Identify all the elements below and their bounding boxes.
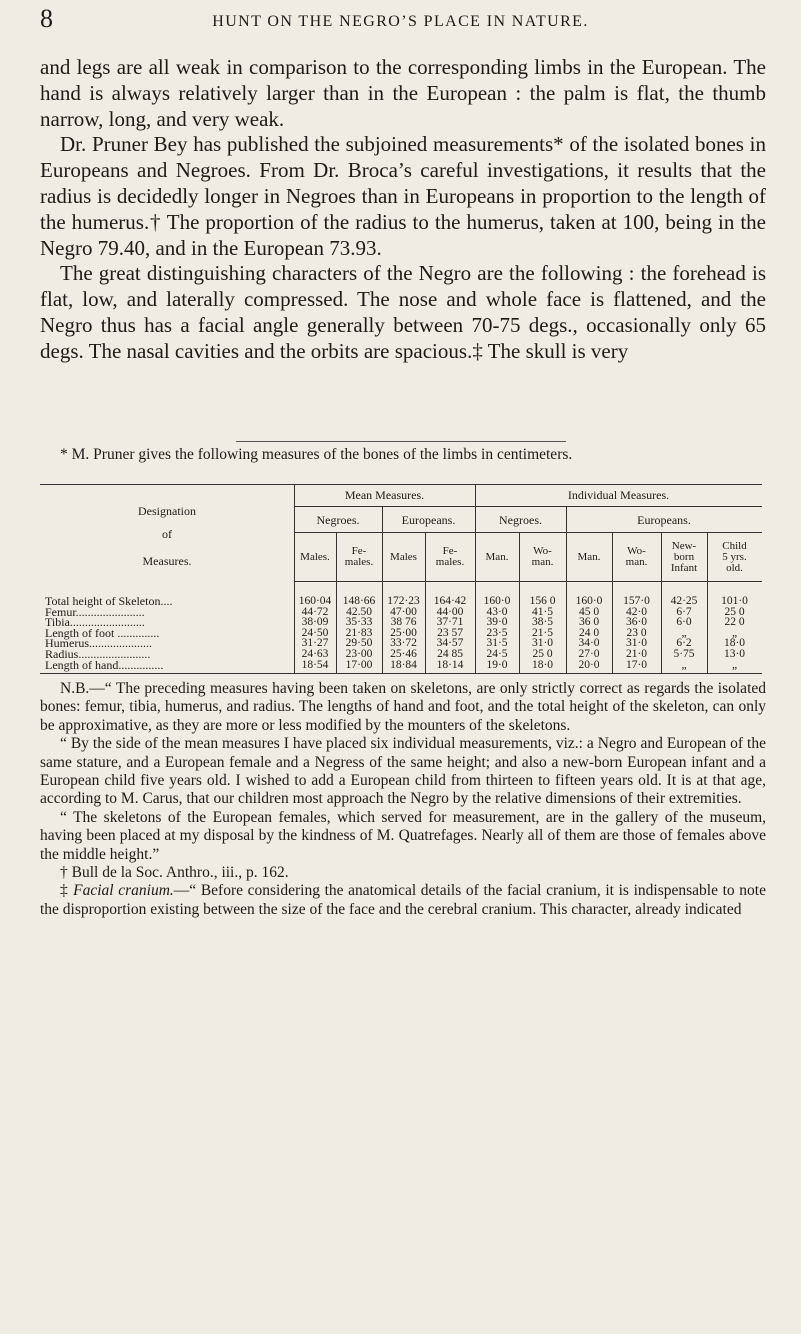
table-cell: 156 0 bbox=[529, 595, 556, 607]
table-cell: 27·0 bbox=[578, 647, 600, 660]
table-cell: 38·5 bbox=[531, 616, 554, 629]
measurements-table bbox=[40, 484, 762, 674]
table-cell: 31·27 bbox=[301, 637, 329, 650]
row-label: Humerus..................... bbox=[45, 636, 152, 651]
table-cell: 17·00 bbox=[345, 658, 373, 671]
table-cell: 5·75 bbox=[673, 647, 695, 660]
subheader-0: Males. bbox=[300, 550, 330, 563]
table-cell: 20·0 bbox=[578, 658, 600, 671]
table-cell: 31·0 bbox=[625, 637, 648, 650]
page-header bbox=[0, 4, 801, 44]
table-cell: 29·50 bbox=[345, 637, 373, 650]
table-column-4 bbox=[475, 596, 519, 670]
table-cell: 42·25 bbox=[670, 595, 698, 607]
table-cell: 6·7 bbox=[676, 605, 692, 618]
table-cell: 44·00 bbox=[436, 605, 464, 618]
table-cell: 35·33 bbox=[345, 616, 373, 629]
table-cell: 25 0 bbox=[532, 647, 553, 660]
row-label: Femur....................... bbox=[45, 604, 145, 619]
footnote-star: * M. Pruner gives the following measures of the bones of the limbs in centimeters. bbox=[60, 446, 573, 463]
table-cell: 31·5 bbox=[486, 637, 508, 650]
table-cell: 157·0 bbox=[623, 595, 650, 607]
table-cell: 36 0 bbox=[578, 616, 600, 629]
row-labels bbox=[45, 596, 172, 670]
footnote-nb: N.B.—“ The preceding measures having been taken on skeletons, are only strictly correct as regards the isolated bones: femur, tibia, humerus, and radius. The lengths of hand and foot, and the total height of the skeleton, can only be approximative, as they are more or less modified by the mounters of the skeletons. “ By the side of the mean measures I have placed six individual measurements, viz.: a Negro and European of the same stature, and a European female and a Negress of the same height; and also a new-born European infant and a European child five years old. I wished to add a European child from thirteen to fifteen years old. It is at that age, according to M. Carus, that our children most approach the Negro by the relative dimensions of their extremities. “ The skeletons of the European females, which served for measurement, are in the gallery of the museum, having been placed at my disposal by the kindness of M. Quatrefages. Nearly all of them are those of females above the middle height.” † Bull de la Soc. Anthro., iii., p. 162. ‡ Facial cranium.—“ Before considering the anatomical details of the facial cranium, it is indispensable to note the disproportion existing between the size of the face and the cerebral cranium. This character, already indicated bbox=[40, 680, 766, 918]
table-cell: 13·0 bbox=[723, 647, 746, 660]
table-cell: 6·0 bbox=[676, 616, 692, 629]
table-cell: 31·0 bbox=[531, 637, 554, 650]
table-cell: 164·42 bbox=[433, 595, 467, 607]
table-cell: 24·50 bbox=[301, 626, 329, 639]
table-cell: 24 85 bbox=[437, 647, 463, 660]
table-cell: 21·83 bbox=[345, 626, 373, 639]
row-label: Length of foot .............. bbox=[45, 625, 160, 640]
table-cell: 41·5 bbox=[531, 605, 554, 618]
table-cell: 17·0 bbox=[625, 658, 648, 671]
table-cell: 24·5 bbox=[486, 647, 508, 660]
table-cell: 44·72 bbox=[301, 605, 329, 618]
table-cell: 36·0 bbox=[625, 616, 648, 629]
page-number: 8 bbox=[40, 4, 53, 33]
table-cell: 18·54 bbox=[301, 658, 329, 671]
table-column-6 bbox=[566, 596, 612, 670]
paragraph-3: The great distinguishing characters of the Negro are the following : the forehead is flat, low, and laterally compressed. The nose and whole face is flattened, and the Negro thus has a facial angle generally between 70-75 degs., occasionally only 65 degs. The nasal cavities and the orbits are spacious.‡ The skull is very bbox=[40, 261, 766, 363]
negroes-mean-header: Negroes. bbox=[316, 513, 360, 527]
table-cell: „ bbox=[731, 626, 738, 639]
table-divider bbox=[294, 532, 762, 533]
designation-header-1: Designation bbox=[138, 504, 196, 518]
designation-header-2: of bbox=[162, 527, 172, 541]
table-cell: 45 0 bbox=[578, 605, 600, 618]
table-cell: 18·0 bbox=[531, 658, 554, 671]
table-cell: 23 57 bbox=[437, 626, 463, 639]
designation-header-3: Measures. bbox=[142, 554, 192, 568]
table-cell: 6·2 bbox=[676, 637, 692, 650]
table-column-0 bbox=[294, 596, 336, 670]
table-rule-top bbox=[40, 484, 762, 485]
table-cell: „ bbox=[681, 658, 687, 671]
table-cell: 25 0 bbox=[724, 605, 745, 618]
table-column-3 bbox=[425, 596, 475, 670]
table-column-5 bbox=[519, 596, 566, 670]
table-column-8 bbox=[661, 596, 707, 670]
footnote-rule bbox=[236, 441, 566, 442]
europeans-individual-header: Europeans. bbox=[637, 513, 691, 527]
table-cell: 42.50 bbox=[346, 605, 372, 618]
table-cell: 43·0 bbox=[486, 605, 508, 618]
negroes-individual-header: Negroes. bbox=[499, 513, 542, 527]
table-cell: 39·0 bbox=[486, 616, 508, 629]
table-cell: 19·0 bbox=[486, 658, 508, 671]
table-column-1 bbox=[336, 596, 382, 670]
subheader-4: Man. bbox=[485, 550, 509, 563]
table-cell: „ bbox=[731, 658, 738, 671]
table-cell: 101·0 bbox=[721, 595, 748, 607]
table-rule-bottom bbox=[40, 673, 762, 674]
row-label: Total height of Skeleton.... bbox=[45, 594, 173, 608]
table-cell: 34·57 bbox=[436, 637, 464, 650]
table-cell: 24·63 bbox=[301, 647, 329, 660]
table-cell: 47·00 bbox=[390, 605, 417, 618]
table-cell: 38 76 bbox=[390, 616, 417, 629]
table-cell: 18·84 bbox=[390, 658, 417, 671]
table-cell: 160·0 bbox=[575, 595, 603, 607]
table-column-7 bbox=[612, 596, 661, 670]
row-label: Radius........................ bbox=[45, 646, 151, 661]
paragraph-2: Dr. Pruner Bey has published the subjoined measurements* of the isolated bones in Europeans and Negroes. From Dr. Broca’s careful investigations, it results that the radius is decidedly longer in Negroes than in Europeans in proportion to the length of the humerus.† The proportion of the radius to the humerus, taken at 100, being in the Negro 79.40, and in the European 73.93. bbox=[40, 132, 766, 260]
table-cell: 38·09 bbox=[301, 616, 329, 629]
table-cell: 34·0 bbox=[578, 637, 600, 650]
individual-measures-header: Individual Measures. bbox=[567, 488, 670, 502]
row-label: Length of hand............... bbox=[45, 657, 164, 672]
subheader-6: Man. bbox=[577, 550, 601, 563]
table-divider bbox=[294, 506, 762, 507]
subheader-1: Fe- males. bbox=[344, 545, 374, 568]
table-cell: „ bbox=[681, 626, 687, 639]
subheader-3: Fe- males. bbox=[435, 545, 465, 568]
table-cell: 23 0 bbox=[626, 626, 647, 639]
table-cell: 42·0 bbox=[625, 605, 648, 618]
mean-measures-header: Mean Measures. bbox=[344, 488, 425, 502]
table-cell: 22 0 bbox=[724, 616, 745, 629]
main-text bbox=[40, 55, 766, 365]
paragraph-1: and legs are all weak in comparison to the corresponding limbs in the European. The hand is always relatively larger than in the European : the palm is flat, the thumb narrow, long, and very weak. bbox=[40, 55, 766, 131]
subheader-2: Males bbox=[390, 550, 417, 563]
subheader-5: Wo- man. bbox=[531, 545, 554, 568]
subheader-8: New- born Infant bbox=[670, 539, 698, 574]
table-cell: 18·0 bbox=[723, 637, 746, 650]
table-cell: 33·72 bbox=[390, 637, 417, 650]
table-cell: 160·0 bbox=[483, 595, 511, 607]
table-cell: 18·14 bbox=[436, 658, 464, 671]
europeans-mean-header: Europeans. bbox=[401, 513, 456, 527]
table-cell: 148·66 bbox=[342, 595, 376, 607]
running-title: HUNT ON THE NEGRO’S PLACE IN NATURE. bbox=[212, 13, 589, 30]
table-cell: 25·46 bbox=[390, 647, 417, 660]
table-cell: 23·00 bbox=[345, 647, 373, 660]
table-cell: 37·71 bbox=[436, 616, 464, 629]
table-cell: 23·5 bbox=[486, 626, 508, 639]
subheader-7: Wo- man. bbox=[625, 545, 648, 568]
table-column-9 bbox=[707, 596, 762, 670]
table-cell: 21·5 bbox=[531, 626, 554, 639]
table-cell: 172·23 bbox=[387, 595, 420, 607]
table-cell: 160·04 bbox=[298, 595, 332, 607]
row-label: Tibia......................... bbox=[45, 615, 145, 630]
table-cell: 25·00 bbox=[390, 626, 417, 639]
table-cell: 21·0 bbox=[625, 647, 648, 660]
table-divider bbox=[294, 581, 762, 582]
subheader-9: Child 5 yrs. old. bbox=[722, 539, 747, 574]
table-column-2 bbox=[382, 596, 425, 670]
table-cell: 24 0 bbox=[578, 626, 600, 639]
